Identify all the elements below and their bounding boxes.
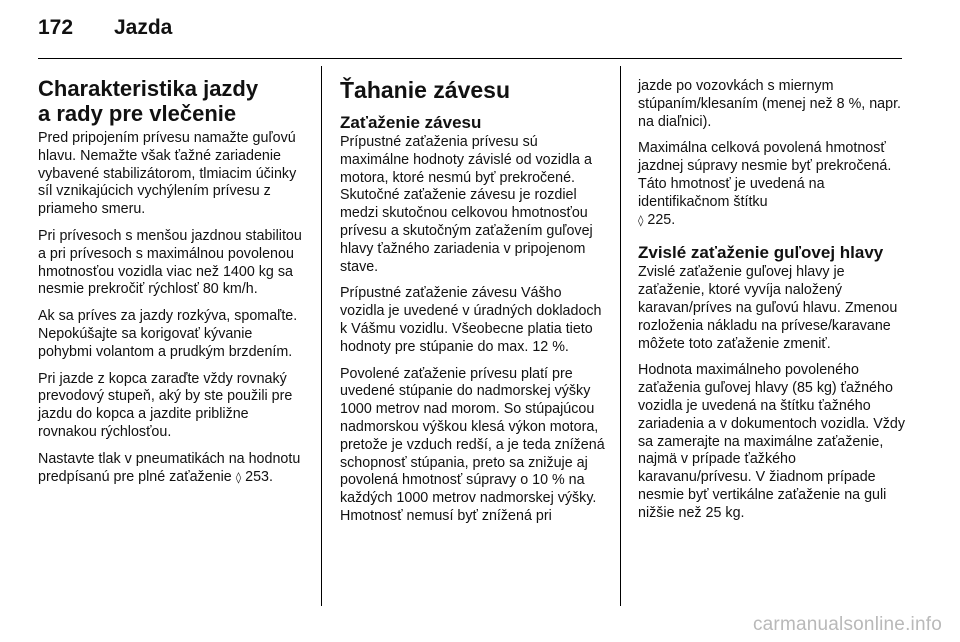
subheading-trailer-load: Zaťaženie závesu (340, 113, 482, 132)
section-heading-towing: Ťahanie závesu (340, 77, 511, 103)
page-ref-icon: ◊ (638, 213, 644, 227)
paragraph: Ak sa príves za jazdy rozkýva, spomaľte. Nepokúšajte sa korigovať kývanie pohybmi volantom a prudkým brzdením. (38, 308, 298, 360)
section-heading-line2: a rady pre vlečenie (38, 101, 237, 126)
subheading-ball-load: Zvislé zaťaženie guľovej hlavy (638, 243, 884, 263)
column-divider-right (620, 66, 621, 606)
column-left (38, 76, 310, 495)
paragraph: Pri prívesoch s menšou jazdnou stabilitou a pri prívesoch s maximálnou povolenou hmotnosťou vozidla viac než 1400 kg sa nesmie prekročiť rýchlosť 80 km/h. (38, 227, 302, 298)
watermark: carmanualsonline.info (752, 614, 942, 635)
page-number: 172 (38, 16, 74, 39)
paragraph: Povolené zaťaženie prívesu platí pre uvedené stúpanie do nadmorskej výšky 1000 metrov nad morom. So stúpajúcou nadmorskou výškou klesá výkon motora, pretože je vzduch redší, a je teda znížená schopnosť stúpania, preto sa znižuje aj povolená hmotnosť súpravy o 10 % na každých 1000 metrov nadmorskej výšky. Hmotnosť nemusí byť znížená pri (340, 365, 605, 524)
column-divider-left (321, 66, 322, 606)
paragraph: Prípustné zaťaženia prívesu sú maximálne hodnoty závislé od vozidla a motora, ktoré nesmú byť prekročené. Skutočné zaťaženie závesu je rozdiel medzi skutočnou celkovou hmotnosťou prívesu a skutočným zaťažením guľovej hlavy ťažného zariadenia v pripojenom stave. (340, 134, 593, 275)
total-weight-paragraph (638, 140, 908, 229)
paragraph: Zvislé zaťaženie guľovej hlavy je zaťaženie, ktoré vyvíja naložený karavan/príves na guľovú hlavu. Zmenou rozloženia nákladu na prívese/karavane môžete toto zaťaženie zmeniť. (638, 264, 898, 352)
header-rule (38, 58, 902, 59)
paragraph: Pri jazde z kopca zaraďte vždy rovnaký prevodový stupeň, aký by ste použili pre jazdu do kopca a jazdite približne rovnakou rýchlosťou. (38, 370, 293, 440)
page-ref-link[interactable]: 225. (643, 211, 676, 228)
paragraph: Pred pripojením prívesu namažte guľovú hlavu. Nemažte však ťažné zariadenie vybavené stabilizátorom, tlmiacim účinky síl vznikajúcich vychýlením prívesu z priameho smeru. (38, 130, 297, 218)
total-weight-text: Maximálna celková povolená hmotnosť jazdnej súpravy nesmie byť prekročená. Táto hmotnosť je uvedená na identifikačnom štítku (638, 140, 892, 210)
section-heading-driving (38, 76, 310, 126)
tire-pressure-paragraph (38, 451, 310, 487)
page-ref-link[interactable]: 253. (241, 468, 273, 485)
chapter-title: Jazda (114, 16, 173, 39)
paragraph: Hodnota maximálneho povoleného zaťaženia guľovej hlavy (85 kg) ťažného vozidla je uvedená na štítku ťažného zariadenia a v dokumentoch vozidla. Vždy sa zamerajte na maximálne zaťaženie, najmä v prípade ťažkého karavanu/prívesu. V žiadnom prípade nesmie byť vertikálne zaťaženie na guli nižšie než 25 kg. (638, 362, 906, 521)
column-right (638, 78, 908, 532)
tire-pressure-text: Nastavte tlak v pneumatikách na hodnotu predpísanú pre plné zaťaženie (38, 450, 301, 485)
paragraph: Prípustné zaťaženie závesu Vášho vozidla je uvedené v úradných dokladoch k Vášmu vozidlu. Všeobecne platia tieto hodnoty pre stúpanie do max. 12 %. (340, 285, 602, 355)
page-ref-icon: ◊ (235, 470, 242, 484)
column-middle (340, 78, 608, 526)
paragraph: jazde po vozovkách s miernym stúpaním/klesaním (menej než 8 %, napr. na diaľnici). (638, 78, 902, 130)
section-heading-line1: Charakteristika jazdy (38, 76, 259, 101)
